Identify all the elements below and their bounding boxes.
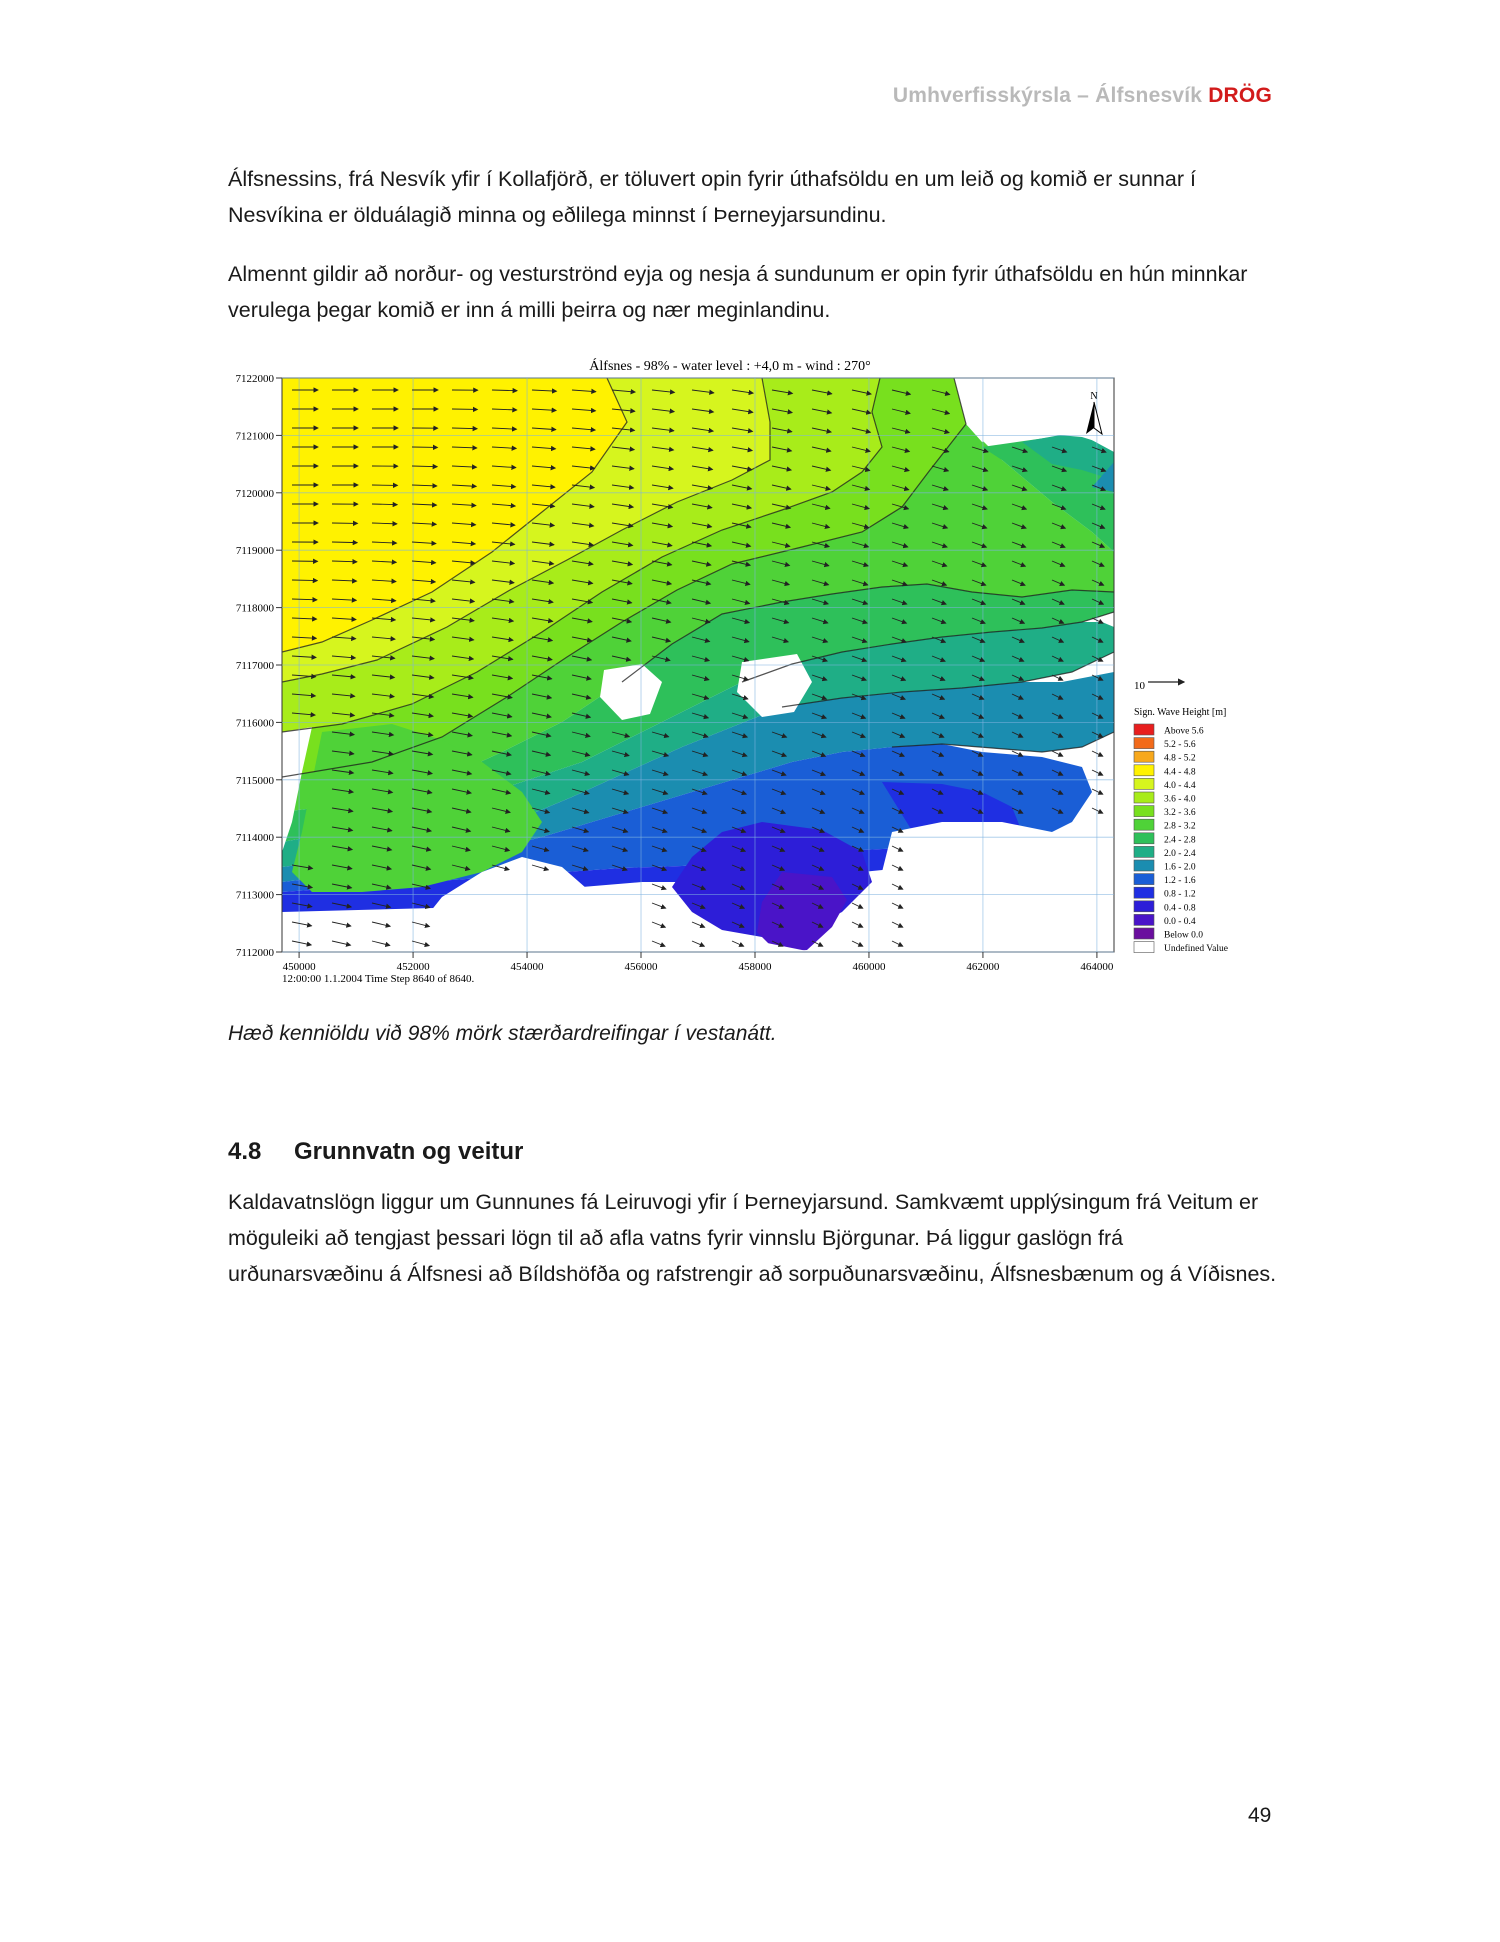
x-tick-label: 462000 (966, 961, 1000, 973)
x-tick-label: 464000 (1080, 961, 1114, 973)
legend-swatch (1134, 738, 1154, 749)
wave-vector-arrow (292, 580, 317, 581)
header-title: Umhverfisskýrsla – Álfsnesvík (892, 84, 1203, 107)
section-title: Grunnvatn og veitur (294, 1138, 524, 1165)
draft-label: DRÖG (1208, 84, 1272, 107)
y-tick-label: 7115000 (235, 774, 274, 787)
legend-swatch (1134, 819, 1154, 830)
y-tick-label: 7116000 (235, 717, 274, 730)
legend-swatch (1134, 724, 1154, 735)
legend-label: 0.8 - 1.2 (1164, 889, 1196, 900)
x-tick-label: 452000 (396, 961, 430, 973)
legend-label: 4.8 - 5.2 (1164, 753, 1196, 764)
y-tick-label: 7120000 (235, 487, 274, 500)
x-tick-label: 454000 (510, 961, 544, 973)
paragraph-1: Álfsnessins, frá Nesvík yfir í Kollafjörð, er töluvert opin fyrir úthafsöldu en um leið og komið er sunnar í Nesvíkina er ölduálagið minna og eðlilega minnst í Þerneyjarsundinu. (228, 167, 1196, 227)
chart-title: Álfsnes - 98% - water level : +4,0 m - wind : 270° (589, 359, 871, 374)
legend-swatch (1134, 792, 1154, 803)
y-tick-label: 7114000 (235, 832, 274, 845)
page-number: 49 (1248, 1804, 1272, 1827)
legend-items (1134, 724, 1228, 954)
legend-label: 1.6 - 2.0 (1164, 862, 1196, 873)
wave-height-map-figure (222, 352, 1282, 997)
y-tick-label: 7118000 (235, 602, 274, 615)
legend-swatch (1134, 751, 1154, 762)
figure-caption: Hæð kenniöldu við 98% mörk stærðardreifingar í vestanátt. (228, 1022, 777, 1045)
legend-swatch (1134, 765, 1154, 776)
legend-label: 3.2 - 3.6 (1164, 808, 1196, 819)
x-tick-label: 460000 (852, 961, 886, 973)
legend-label: 1.2 - 1.6 (1164, 876, 1196, 887)
wave-vector-arrow (332, 542, 357, 543)
legend-swatch (1134, 846, 1154, 857)
legend-swatch (1134, 806, 1154, 817)
legend-label: Undefined Value (1164, 944, 1228, 955)
legend-label: 4.4 - 4.8 (1164, 767, 1196, 778)
y-tick-label: 7122000 (235, 373, 274, 385)
legend-label: Below 0.0 (1164, 930, 1204, 941)
north-label: N (1090, 391, 1098, 402)
legend-swatch (1134, 914, 1154, 925)
legend-label: 4.0 - 4.4 (1164, 780, 1196, 791)
vector-scale-label: 10 (1134, 680, 1145, 692)
legend-label: Above 5.6 (1164, 726, 1204, 737)
legend-swatch (1134, 874, 1154, 885)
legend-swatch (1134, 901, 1154, 912)
legend-label: 2.4 - 2.8 (1164, 835, 1196, 846)
x-tick-label: 450000 (282, 961, 316, 973)
legend-swatch (1134, 860, 1154, 871)
running-header (893, 84, 1272, 108)
y-tick-label: 7119000 (235, 545, 274, 558)
y-tick-label: 7112000 (235, 947, 274, 959)
legend-swatch (1134, 942, 1154, 953)
legend-label: 2.8 - 3.2 (1164, 821, 1196, 832)
y-tick-label: 7121000 (235, 430, 274, 443)
section-heading (228, 1138, 523, 1166)
x-tick-label: 456000 (624, 961, 658, 973)
legend-label: 2.0 - 2.4 (1164, 848, 1196, 859)
legend-title: Sign. Wave Height [m] (1134, 707, 1227, 718)
section-paragraph: Kaldavatnslögn liggur um Gunnunes fá Leiruvogi yfir í Þerneyjarsund. Samkvæmt upplýsingum frá Veitum er möguleiki að tengjast þessari lögn til að afla vatns fyrir vinnslu Björgunar. Þá liggur gaslögn frá urðunarsvæðinu á Álfsnesi að Bíldshöfða og rafstrengir að sorpuðunarsvæðinu, Álfsnesbænum og á Víðisnes. (228, 1190, 1277, 1286)
time-step-label: 12:00:00 1.1.2004 Time Step 8640 of 8640. (282, 973, 475, 985)
legend-label: 0.0 - 0.4 (1164, 916, 1196, 927)
legend-swatch (1134, 928, 1154, 939)
y-tick-label: 7113000 (235, 889, 274, 902)
legend-label: 3.6 - 4.0 (1164, 794, 1196, 805)
legend (1134, 680, 1228, 954)
legend-label: 0.4 - 0.8 (1164, 903, 1196, 914)
legend-label: 5.2 - 5.6 (1164, 740, 1196, 751)
paragraph-2: Almennt gildir að norður- og vesturströnd eyja og nesja á sundunum er opin fyrir úthafsöldu en hún minnkar verulega þegar komið er inn á milli þeirra og nær meginlandinu. (228, 262, 1248, 322)
legend-swatch (1134, 833, 1154, 844)
y-tick-label: 7117000 (235, 660, 274, 672)
x-tick-label: 458000 (738, 961, 772, 973)
legend-swatch (1134, 778, 1154, 789)
section-number: 4.8 (228, 1138, 262, 1165)
legend-swatch (1134, 887, 1154, 898)
